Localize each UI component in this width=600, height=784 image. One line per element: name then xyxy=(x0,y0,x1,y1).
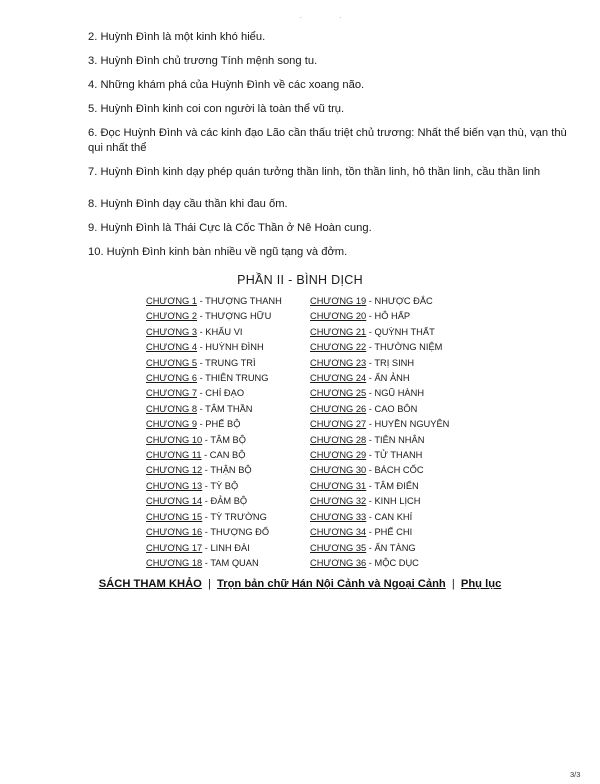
chapter-link-28[interactable] xyxy=(310,433,474,448)
chapter-link-36[interactable] xyxy=(310,556,474,571)
chapter-title: - LINH ĐÀI xyxy=(202,542,250,553)
chapter-link-17[interactable] xyxy=(146,541,310,556)
chapter-title: - TÂM BỘ xyxy=(202,434,246,445)
chapter-link-2[interactable] xyxy=(146,309,310,324)
chapter-title: - CAO BÔN xyxy=(366,403,418,414)
chapter-number: CHƯƠNG 32 xyxy=(310,496,367,507)
chapter-number: CHƯƠNG 27 xyxy=(310,419,367,430)
summary-point: 7. Huỳnh Đình kinh dạy phép quán tưởng thần linh, tồn thần linh, hô thần linh, cầu thần linh xyxy=(88,166,541,178)
chapter-link-33[interactable] xyxy=(310,510,474,525)
chapter-title: - ẨN ẢNH xyxy=(366,373,410,384)
chapter-link-7[interactable] xyxy=(146,386,310,401)
chapter-number: CHƯƠNG 30 xyxy=(310,465,367,476)
chapter-number: CHƯƠNG 20 xyxy=(310,311,367,322)
chapter-link-34[interactable] xyxy=(310,525,474,540)
chapter-link-8[interactable] xyxy=(146,402,310,417)
chapter-link-3[interactable] xyxy=(146,325,310,340)
chapter-number: CHƯƠNG 6 xyxy=(146,373,198,384)
chapter-number: CHƯƠNG 21 xyxy=(310,326,367,337)
chapter-title: - THƯỢNG THANH xyxy=(197,296,282,306)
chapter-link-32[interactable] xyxy=(310,494,474,509)
chapter-title: - NGŨ HÀNH xyxy=(366,388,425,399)
chapter-number: CHƯƠNG 18 xyxy=(146,557,203,568)
chapter-link-15[interactable] xyxy=(146,510,310,525)
chapter-number: CHƯƠNG 24 xyxy=(310,373,367,384)
appendix-link[interactable]: Phụ lục xyxy=(460,578,502,590)
chapter-link-22[interactable] xyxy=(310,340,474,355)
chapter-title: - MỘC DỤC xyxy=(366,557,419,568)
chapter-title: - KHẨU VI xyxy=(197,326,243,337)
chapter-link-30[interactable] xyxy=(310,463,474,478)
chapter-number: CHƯƠNG 14 xyxy=(146,496,203,507)
chapter-link-20[interactable] xyxy=(310,309,474,324)
chapter-number: CHƯƠNG 22 xyxy=(310,342,367,353)
chapter-number: CHƯƠNG 1 xyxy=(146,296,198,306)
chapter-title: - QUỲNH THẤT xyxy=(366,326,435,337)
chapter-link-24[interactable] xyxy=(310,371,474,386)
chapter-link-13[interactable] xyxy=(146,479,310,494)
summary-point: 2. Huỳnh Đình là một kinh khó hiểu. xyxy=(88,31,266,43)
chapter-link-16[interactable] xyxy=(146,525,310,540)
summary-point: 5. Huỳnh Đình kinh coi con người là toàn thể vũ trụ. xyxy=(88,103,345,115)
summary-point: 8. Huỳnh Đình dạy cầu thần khi đau ốm. xyxy=(88,198,288,210)
chapter-number: CHƯƠNG 26 xyxy=(310,403,367,414)
chapter-title: - TỲ TRƯỜNG xyxy=(202,511,267,522)
chapter-column-left xyxy=(146,294,310,571)
summary-points-list xyxy=(88,30,578,269)
chapter-title: - TÂM ĐIỂN xyxy=(366,480,419,491)
summary-point: 10. Huỳnh Đình kinh bàn nhiều về ngũ tạng và đởm. xyxy=(88,246,348,258)
chapter-number: CHƯƠNG 12 xyxy=(146,465,203,476)
chapter-title: - HUYỀN NGUYÊN xyxy=(366,419,450,430)
summary-point: 4. Những khám phá của Huỳnh Đình về các xoang não. xyxy=(88,79,365,91)
chapter-link-26[interactable] xyxy=(310,402,474,417)
chapter-title: - BÁCH CỐC xyxy=(366,465,424,476)
summary-point: 3. Huỳnh Đình chủ trương Tính mệnh song tu. xyxy=(88,55,318,67)
footer-separator: | xyxy=(207,578,211,590)
chapter-number: CHƯƠNG 17 xyxy=(146,542,203,553)
chapter-number: CHƯƠNG 8 xyxy=(146,403,198,414)
page-top-mark: . . xyxy=(300,14,360,20)
full-text-link[interactable]: Trọn bản chữ Hán Nội Cảnh và Ngoại Cảnh xyxy=(217,578,446,590)
chapter-title: - THƯỢNG HỮU xyxy=(197,311,272,322)
chapter-number: CHƯƠNG 29 xyxy=(310,450,367,461)
chapter-link-11[interactable] xyxy=(146,448,310,463)
chapter-title: - TAM QUAN xyxy=(202,557,259,568)
chapter-link-10[interactable] xyxy=(146,433,310,448)
chapter-number: CHƯƠNG 11 xyxy=(146,450,202,461)
chapter-title: - THƯỜNG NIỆM xyxy=(366,342,443,353)
chapter-number: CHƯƠNG 10 xyxy=(146,434,203,445)
chapter-link-27[interactable] xyxy=(310,417,474,432)
chapter-link-4[interactable] xyxy=(146,340,310,355)
chapter-link-12[interactable] xyxy=(146,463,310,478)
chapter-link-31[interactable] xyxy=(310,479,474,494)
chapter-title: - THƯỢNG ĐỔ xyxy=(202,527,270,538)
chapter-number: CHƯƠNG 35 xyxy=(310,542,367,553)
chapter-title: - TỬ THANH xyxy=(366,450,423,461)
chapter-link-9[interactable] xyxy=(146,417,310,432)
chapter-number: CHƯƠNG 34 xyxy=(310,527,367,538)
chapter-number: CHƯƠNG 33 xyxy=(310,511,367,522)
footer-links xyxy=(0,578,600,590)
chapter-number: CHƯƠNG 3 xyxy=(146,326,198,337)
chapter-title: - CAN BỘ xyxy=(201,450,246,461)
chapter-number: CHƯƠNG 36 xyxy=(310,557,367,568)
chapter-number: CHƯƠNG 9 xyxy=(146,419,198,430)
chapter-link-14[interactable] xyxy=(146,494,310,509)
chapter-number: CHƯƠNG 7 xyxy=(146,388,198,399)
chapter-link-25[interactable] xyxy=(310,386,474,401)
chapter-title: - THẬN BỘ xyxy=(202,465,252,476)
chapter-link-23[interactable] xyxy=(310,356,474,371)
chapter-title: - TRUNG TRÌ xyxy=(197,357,256,368)
chapter-column-right xyxy=(310,294,474,571)
chapter-number: CHƯƠNG 13 xyxy=(146,480,203,491)
chapter-link-1[interactable] xyxy=(146,294,310,309)
chapter-index xyxy=(146,294,474,571)
chapter-link-5[interactable] xyxy=(146,356,310,371)
chapter-number: CHƯƠNG 28 xyxy=(310,434,367,445)
summary-point: 9. Huỳnh Đình là Thái Cực là Cốc Thần ở Nê Hoàn cung. xyxy=(88,222,372,234)
chapter-title: - TÂM THẦN xyxy=(197,403,253,414)
footer-separator: | xyxy=(451,578,455,590)
chapter-number: CHƯƠNG 19 xyxy=(310,296,367,306)
references-link[interactable]: SÁCH THAM KHẢO xyxy=(98,578,202,590)
chapter-number: CHƯƠNG 16 xyxy=(146,527,203,538)
chapter-link-6[interactable] xyxy=(146,371,310,386)
summary-point: 6. Đọc Huỳnh Đình và các kinh đạo Lão cần thấu triệt chủ trương: Nhất thể biến vạn thù, vạn thù qui nhất thể xyxy=(88,127,567,154)
chapter-number: CHƯƠNG 15 xyxy=(146,511,203,522)
chapter-number: CHƯƠNG 5 xyxy=(146,357,198,368)
chapter-title: - HÔ HẤP xyxy=(366,311,411,322)
chapter-title: - HUỲNH ĐÌNH xyxy=(197,342,264,353)
section-title: PHẦN II - BÌNH DỊCH xyxy=(237,273,363,287)
chapter-title: - KINH LỊCH xyxy=(366,496,421,507)
chapter-title: - THIÊN TRUNG xyxy=(197,373,269,384)
chapter-title: - ĐẢM BỘ xyxy=(202,496,248,507)
chapter-title: - PHẾ CHI xyxy=(366,527,413,538)
chapter-link-29[interactable] xyxy=(310,448,474,463)
chapter-number: CHƯƠNG 2 xyxy=(146,311,198,322)
chapter-number: CHƯƠNG 31 xyxy=(310,480,367,491)
chapter-title: - TIÊN NHÂN xyxy=(366,434,425,445)
chapter-number: CHƯƠNG 25 xyxy=(310,388,367,399)
chapter-link-19[interactable] xyxy=(310,294,474,309)
chapter-title: - PHẾ BỘ xyxy=(197,419,241,430)
chapter-link-18[interactable] xyxy=(146,556,310,571)
chapter-title: - TRỊ SINH xyxy=(366,357,415,368)
chapter-title: - CAN KHÍ xyxy=(366,511,413,522)
chapter-title: - NHƯỢC ĐẮC xyxy=(366,296,433,306)
page-number: 3/3 xyxy=(570,770,581,779)
chapter-link-21[interactable] xyxy=(310,325,474,340)
chapter-title: - TỲ BỘ xyxy=(202,480,239,491)
chapter-number: CHƯƠNG 4 xyxy=(146,342,198,353)
chapter-title: - CHÍ ĐẠO xyxy=(197,388,245,399)
chapter-number: CHƯƠNG 23 xyxy=(310,357,367,368)
chapter-title: - ẨN TÀNG xyxy=(366,542,416,553)
chapter-link-35[interactable] xyxy=(310,541,474,556)
